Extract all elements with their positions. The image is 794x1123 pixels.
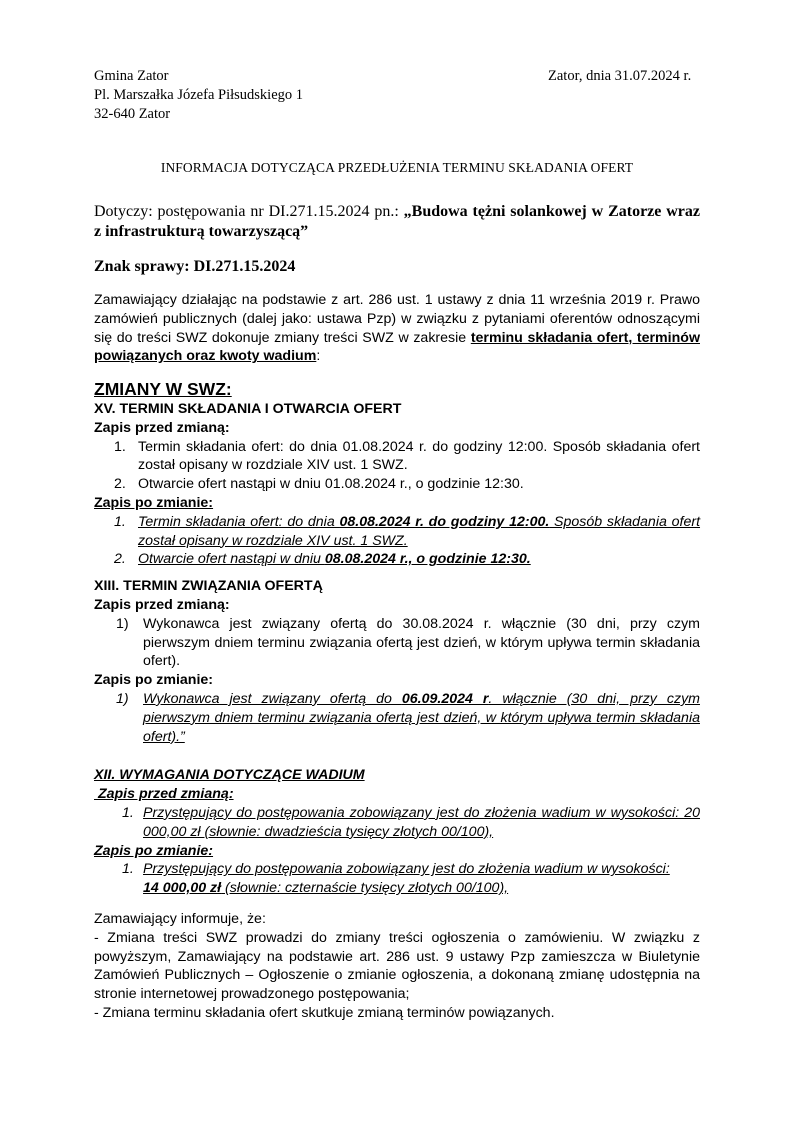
closing-point-2: - Zmiana terminu składania ofert skutkuje zmianą terminów powiązanych. xyxy=(94,1004,555,1021)
list-text: Otwarcie ofert nastąpi w dniu 01.08.2024 r., o godzinie 12:30. xyxy=(138,476,524,493)
list-text: Wykonawca jest związany ofertą do 30.08.2024 r. włącznie (30 dni, przy czym pierwszym dniem terminu związania ofertą jest dzień, w którym upływa termin składania ofert). xyxy=(143,615,700,670)
list-item xyxy=(94,513,700,551)
section-xiii-heading: XIII. TERMIN ZWIĄZANIA OFERTĄ xyxy=(94,578,323,595)
document-date: Zator, dnia 31.07.2024 r. xyxy=(548,68,692,84)
section-xv-heading: XV. TERMIN SKŁADANIA I OTWARCIA OFERT xyxy=(94,401,402,417)
list-item xyxy=(94,804,700,842)
list-item xyxy=(94,550,700,569)
intro-emphasis: terminu składania ofert, terminów powiązanych oraz kwoty wadium xyxy=(94,329,700,365)
list-item xyxy=(94,438,700,476)
list-number: 1. xyxy=(122,861,134,878)
sender-name: Gmina Zator xyxy=(94,68,169,84)
intro-paragraph xyxy=(94,291,700,366)
list-number: 1) xyxy=(116,690,129,707)
list-number: 1. xyxy=(114,438,126,455)
section-xiii-after-label: Zapis po zmianie: xyxy=(94,672,214,689)
list-number: 2. xyxy=(114,551,126,568)
list-text: Przystępujący do postępowania zobowiązany jest do złożenia wadium w wysokości: xyxy=(143,861,670,878)
intro-text: Zamawiający działając na podstawie z art. 286 ust. 1 ustawy z dnia 11 września 2019 r. Prawo zamówień publicznych (dalej jako: ustawa Pzp) w związku z pytaniami oferentów odnoszącymi się do treści SWZ dokonuje zmiany treści SWZ w zakresie xyxy=(94,292,700,346)
list-item xyxy=(94,690,700,746)
list-text: Termin składania ofert: do dnia 01.08.2024 r. do godziny 12:00. Sposób składania ofert został opisany w rozdziale XIV ust. 1 SWZ. xyxy=(138,438,700,474)
list-text: Przystępujący do postępowania zobowiązany jest do złożenia wadium w wysokości: 20 000,00 zł (słownie: dwadzieścia tysięcy złotych 00/100), xyxy=(143,804,700,840)
list-text: Otwarcie ofert nastąpi w dniu xyxy=(138,551,325,568)
list-text: . włącznie (30 dni, przy czym pierwszym dniem terminu związania ofertą jest dzień, w którym upływa termin składania ofert).” xyxy=(143,690,700,745)
section-xii-heading: XII. WYMAGANIA DOTYCZĄCE WADIUM xyxy=(94,767,365,784)
new-binding-date: 06.09.2024 r xyxy=(401,690,489,707)
list-text: (słownie: czternaście tysięcy złotych 00/100), xyxy=(221,880,509,897)
closing-point-1: - Zmiana treści SWZ prowadzi do zmiany treści ogłoszenia o zamówieniu. W związku z powyższym, Zamawiający na podstawie art. 286 ust. 9 ustawy Pzp zamieszcza w Biuletynie Zamówień Publicznych – Ogłoszenie o zmianie ogłoszenia, a dokonaną zmianę udostępnia na stronie internetowej prowadzonego postępowania; xyxy=(94,929,700,1003)
list-number: 1. xyxy=(122,804,134,821)
new-deadline: 08.08.2024 r. do godziny 12:00. xyxy=(339,513,550,530)
list-number: 2. xyxy=(114,476,126,493)
list-text: Sposób składania ofert został opisany w rozdziale XIV ust. 1 SWZ. xyxy=(138,513,701,549)
sender-street: Pl. Marszałka Józefa Piłsudskiego 1 xyxy=(94,87,304,103)
section-xv-before-label: Zapis przed zmianą: xyxy=(94,419,230,436)
new-deposit-amount: 14 000,00 zł xyxy=(143,880,222,897)
case-number: Znak sprawy: DI.271.15.2024 xyxy=(94,258,296,275)
document-title: INFORMACJA DOTYCZĄCA PRZEDŁUŻENIA TERMINU SKŁADANIA OFERT xyxy=(160,160,634,175)
subject-prefix: Dotyczy: postępowania nr DI.271.15.2024 pn.: xyxy=(94,203,404,220)
list-text: Wykonawca jest związany ofertą do xyxy=(143,690,402,707)
list-item xyxy=(94,615,700,671)
subject-line xyxy=(94,202,700,242)
list-item xyxy=(94,475,700,494)
changes-heading: ZMIANY W SWZ: xyxy=(94,379,232,399)
section-xii-after-label: Zapis po zmianie: xyxy=(94,842,214,859)
list-number: 1) xyxy=(116,615,129,632)
list-text: Termin składania ofert: do dnia xyxy=(138,513,340,530)
sender-address xyxy=(94,67,303,124)
changes-section xyxy=(94,378,700,1023)
list-number: 1. xyxy=(114,513,126,530)
section-xiii-before-label: Zapis przed zmianą: xyxy=(94,596,230,613)
sender-city: 32-640 Zator xyxy=(94,106,171,122)
subject-name: „Budowa tężni solankowej w Zatorze wraz z infrastrukturą towarzyszącą” xyxy=(94,203,700,240)
intro-end: : xyxy=(316,348,321,365)
section-xv-after-label: Zapis po zmianie: xyxy=(94,494,214,511)
list-item xyxy=(94,860,700,898)
section-xii-before-label: Zapis przed zmianą: xyxy=(94,786,234,803)
new-opening-date: 08.08.2024 r., o godzinie 12:30. xyxy=(324,551,531,568)
closing-intro: Zamawiający informuje, że: xyxy=(94,910,266,927)
